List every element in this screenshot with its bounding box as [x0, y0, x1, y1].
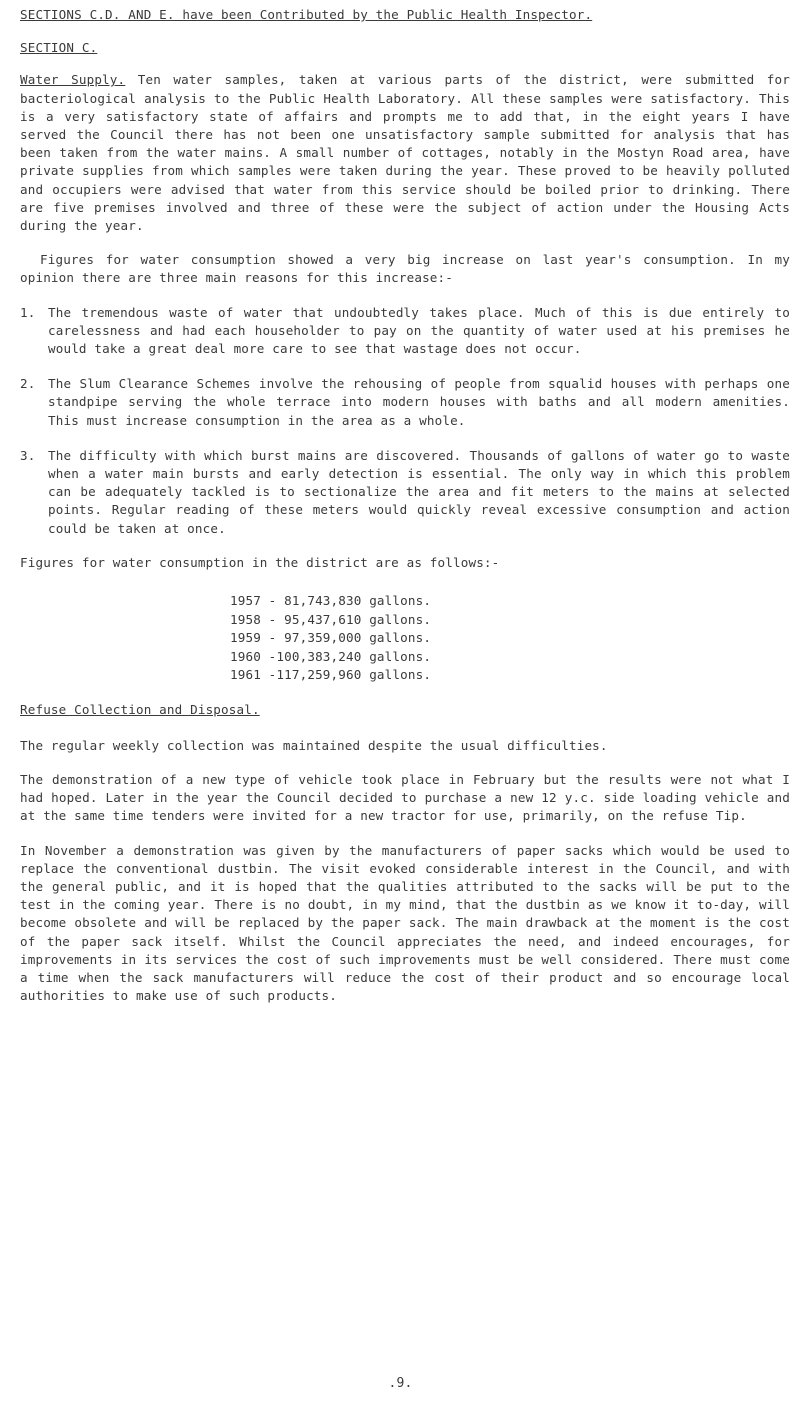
consumption-row: 1959 - 97,359,000 gallons. — [230, 630, 432, 646]
reason-item — [20, 447, 790, 538]
water-supply-paragraph — [20, 71, 790, 235]
refuse-heading: Refuse Collection and Disposal. — [20, 701, 260, 717]
reason-text: The Slum Clearance Schemes involve the rehousing of people from squalid houses with perhaps one standpipe serving the whole terrace into modern houses with baths and all modern amenities. This must increase consumption in the area as a whole. — [48, 376, 790, 428]
consumption-row: 1957 - 81,743,830 gallons. — [230, 593, 432, 609]
water-supply-heading: Water Supply. — [20, 72, 126, 88]
reasons-list — [20, 304, 790, 538]
consumption-row: 1960 -100,383,240 gallons. — [230, 648, 432, 664]
reason-number: 2. — [20, 376, 36, 392]
consumption-year: 1957 — [230, 593, 261, 609]
consumption-unit: gallons. — [369, 648, 432, 664]
refuse-paragraph-2: The demonstration of a new type of vehicle took place in February but the results were not what I had hoped. Later in the year the Council decided to purchase a new 12 y.c. side loading vehicle and at the same time tenders were invited for a new tractor for use, primarily, on the refuse Tip. — [20, 771, 790, 824]
refuse-paragraph-3: In November a demonstration was given by the manufacturers of paper sacks which would be used to replace the conventional dustbin. The visit evoked considerable interest in the Council, and with the general public, and it is hoped that the qualities attributed to the sacks will be put to the test in the coming year. There is no doubt, in my mind, that the dustbin as we know it to-day, will become obsolete and will be replaced by the paper sack. The main drawback at the moment is the cost of the paper sack itself. Whilst the Council appreciates the need, and indeed encourages, for improvements in its services the cost of such improvements must be well considered. There must come a time when the sack manufacturers will reduce the cost of their product and so encourage local authorities to make use of such products. — [20, 842, 790, 1004]
consumption-unit: gallons. — [369, 611, 432, 627]
consumption-row: 1958 - 95,437,610 gallons. — [230, 611, 432, 627]
consumption-year: 1961 — [230, 667, 261, 683]
consumption-amount: 81,743,830 — [284, 593, 362, 609]
consumption-unit: gallons. — [369, 667, 432, 683]
section-title: SECTION C. — [20, 40, 98, 56]
consumption-unit: gallons. — [369, 630, 432, 646]
water-supply-body: Ten water samples, taken at various parts of the district, were submitted for bacteriological analysis to the Public Health Laboratory. All these samples were satisfactory. This is a very satisfactory state of affairs and prompts me to add that, in the eight years I have served the Council there has not been one unsatisfactory sample submitted for analysis that has been taken from the water mains. A small number of cottages, notably in the Mostyn Road area, have private supplies from which samples were taken during the year. These proved to be heavily polluted and occupiers were advised that water from this service should be boiled prior to drinking. There are five premises involved and three of these were the subject of action under the Housing Acts during the year. — [20, 72, 790, 234]
figures-intro: Figures for water consumption in the district are as follows:- — [20, 554, 500, 570]
document-page — [20, 6, 790, 1005]
consumption-table — [230, 592, 790, 685]
consumption-intro: Figures for water consumption showed a very big increase on last year's consumption. In my opinion there are three main reasons for this increase:- — [20, 252, 790, 286]
refuse-paragraph-1: The regular weekly collection was maintained despite the usual difficulties. — [20, 737, 608, 753]
consumption-unit: gallons. — [369, 593, 432, 609]
consumption-amount: 117,259,960 — [276, 667, 362, 683]
consumption-amount: 97,359,000 — [284, 630, 362, 646]
reason-text: The difficulty with which burst mains are discovered. Thousands of gallons of water go to waste when a water main bursts and early detection is essential. The only way in which this problem can be adequately tackled is to sectionalize the area and fit meters to the mains at selected points. Regular reading of these meters would quickly reveal excessive consumption and action could be taken at once. — [48, 447, 790, 536]
reason-number: 1. — [20, 304, 36, 320]
reason-item — [20, 375, 790, 430]
reason-item — [20, 304, 790, 359]
consumption-year: 1960 — [230, 648, 261, 664]
reason-text: The tremendous waste of water that undoubtedly takes place. Much of this is due entirely to carelessness and had each householder to pay on the quantity of water used at his premises he would take a great deal more care to see that wastage does not occur. — [48, 304, 790, 357]
consumption-year: 1958 — [230, 611, 261, 627]
consumption-year: 1959 — [230, 630, 261, 646]
consumption-amount: 100,383,240 — [276, 648, 362, 664]
page-number: .9. — [388, 1376, 413, 1391]
reason-number: 3. — [20, 447, 36, 463]
page-header: SECTIONS C.D. AND E. have been Contributed by the Public Health Inspector. — [20, 7, 593, 22]
consumption-row: 1961 -117,259,960 gallons. — [230, 667, 432, 683]
consumption-amount: 95,437,610 — [284, 611, 362, 627]
